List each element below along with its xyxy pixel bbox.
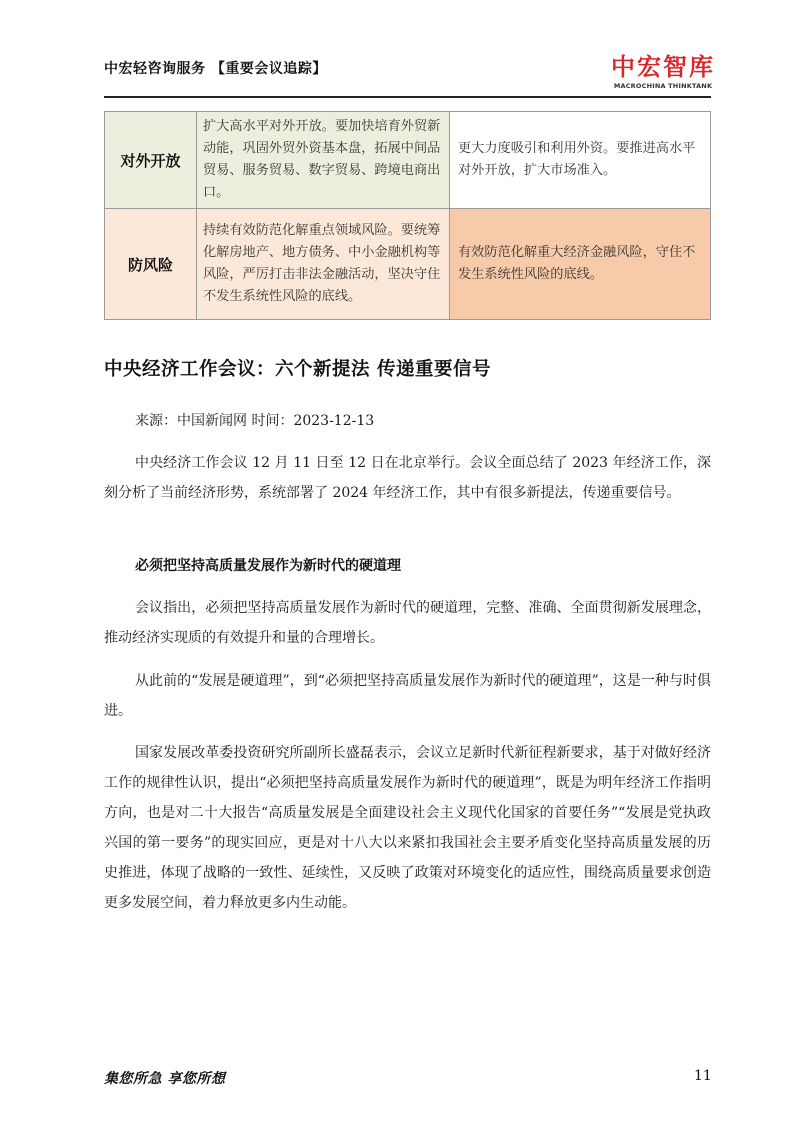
- table-row: [105, 112, 711, 209]
- table-row: [105, 209, 711, 320]
- row-current-text: 持续有效防范化解重点领域风险。要统筹化解房地产、地方债务、中小金融机构等风险，严厉打击非法金融活动，坚决守住不发生系统性风险的底线。: [197, 209, 450, 320]
- header-title: 中宏轻咨询服务 【重要会议追踪】: [104, 61, 327, 77]
- row-category: 对外开放: [105, 112, 197, 209]
- body-paragraph-1: 会议指出，必须把坚持高质量发展作为新时代的硬道理，完整、准确、全面贯彻新发展理念，推动经济实现质的有效提升和量的合理增长。: [104, 600, 711, 646]
- row-previous-text: 更大力度吸引和利用外资。要推进高水平对外开放，扩大市场准入。: [450, 112, 711, 209]
- policy-comparison-table: [104, 111, 711, 320]
- body-paragraph-2: 从此前的“发展是硬道理”，到“必须把坚持高质量发展作为新时代的硬道理”，这是一种与时俱进。: [104, 673, 711, 719]
- logo-chinese-text: 中宏智库: [611, 53, 715, 81]
- article-title: 中央经济工作会议：六个新提法 传递重要信号: [104, 359, 491, 380]
- row-category: 防风险: [105, 209, 197, 320]
- page-number: 11: [694, 1068, 712, 1084]
- row-previous-text: 有效防范化解重大经济金融风险，守住不发生系统性风险的底线。: [450, 209, 711, 320]
- row-current-text: 扩大高水平对外开放。要加快培育外贸新动能，巩固外贸外资基本盘，拓展中间品贸易、服务贸易、数字贸易、跨境电商出口。: [197, 112, 450, 209]
- section-subheading: 必须把坚持高质量发展作为新时代的硬道理: [135, 558, 401, 574]
- header-divider: [104, 96, 711, 98]
- footer-slogan: 集您所急 享您所想: [104, 1071, 226, 1087]
- body-paragraph-3: 国家发展改革委投资研究所副所长盛磊表示，会议立足新时代新征程新要求，基于对做好经济工作的规律性认识，提出“必须把坚持高质量发展作为新时代的硬道理”，既是为明年经济工作指明方向，也是对二十大报告“高质量发展是全面建设社会主义现代化国家的首要任务”“发展是党执政兴国的第一要务”的现实回应，更是对十八大以来紧扣我国社会主要矛盾变化坚持高质量发展的历史推进，体现了战略的一致性、延续性，又反映了政策对环境变化的适应性，围绕高质量要求创造更多发展空间，着力释放更多内生动能。: [104, 745, 711, 911]
- intro-paragraph: 中央经济工作会议 12 月 11 日至 12 日在北京举行。会议全面总结了 2023 年经济工作，深刻分析了当前经济形势，系统部署了 2024 年经济工作，其中有很多新提法，传递重要信号。: [104, 455, 711, 501]
- article-source: 来源：中国新闻网 时间：2023-12-13: [135, 413, 375, 429]
- brand-logo: [608, 54, 718, 90]
- logo-english-text: MACROCHINA THINKTANK: [613, 82, 713, 90]
